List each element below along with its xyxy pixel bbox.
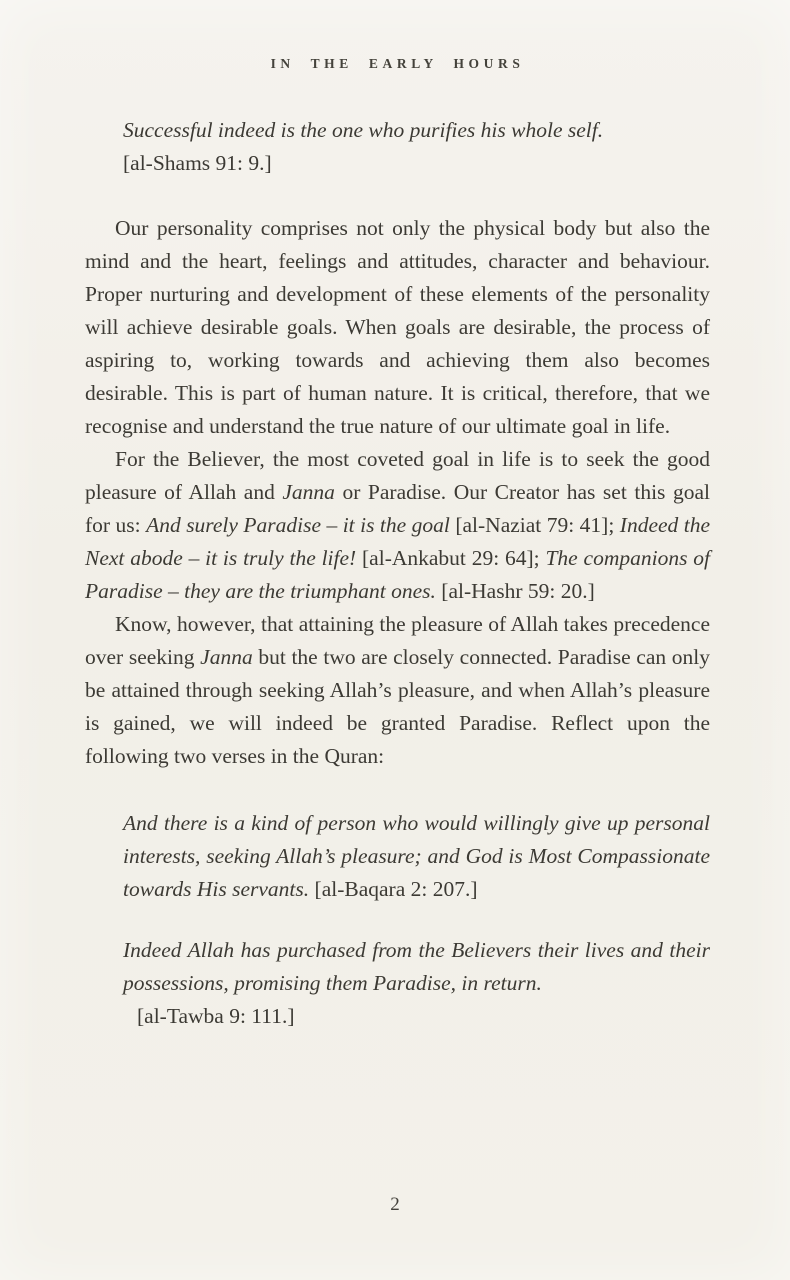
text-run: but the two are closely connected. Paradise can only be attained through seeking Allah’s pleasure, and when Allah’s pleasure is gained, we will indeed be granted Paradise. Reflect upon the following two verses in the Quran: [85,645,710,768]
text-block [85,114,710,1033]
text-run: The companions of Paradise – they are the triumphant ones. [85,546,710,603]
text-run: For the Believer, the most coveted goal in life is to seek the good pleasure of Allah and [85,447,710,504]
paragraph-1 [85,212,710,443]
verse-quote-2 [123,934,710,1033]
paragraph-2 [85,443,710,608]
text-run: And surely Paradise – it is the goal [146,513,450,537]
text-run: Know, however, that attaining the pleasure of Allah takes precedence over seeking [85,612,710,669]
text-run: or Paradise. Our Creator has set this goal for us: [85,480,710,537]
text-run: [al-Naziat 79: 41]; [449,513,620,537]
text-run: Our personality comprises not only the physical body but also the mind and the heart, feelings and attitudes, character and behaviour. Proper nurturing and development of these elements of the personality will achieve desirable goals. When goals are desirable, the process of aspiring to, working towards and achieving them also becomes desirable. This is part of human nature. It is critical, therefore, that we recognise and understand the true nature of our ultimate goal in life. [85,216,710,438]
running-header: IN THE EARLY HOURS [270,56,525,71]
text-run: Indeed Allah has purchased from the Believers their lives and their possessions, promising them Paradise, in return. [123,938,710,995]
text-run: Janna [282,480,335,504]
verse-quote-1 [123,807,710,906]
text-run: Indeed the Next abode – it is truly the life! [85,513,711,570]
text-run: [al-Hashr 59: 20.] [435,579,595,603]
text-run: [al-Tawba 9: 111.] [137,1004,295,1028]
text-run: [al-Ankabut 29: 64]; [356,546,546,570]
text-run: Successful indeed is the one who purifies his whole self. [123,118,604,142]
paragraph-3 [85,608,710,773]
page-number: 2 [390,1194,400,1215]
text-run: [al-Baqara 2: 207.] [314,877,478,901]
text-run: And there is a kind of person who would willingly give up personal interests, seeking Allah’s pleasure; and God is Most Compassionate towards His servants. [123,811,710,901]
text-run: Janna [200,645,253,669]
text-run: [al-Shams 91: 9.] [123,151,272,175]
opening-quote [123,114,710,180]
